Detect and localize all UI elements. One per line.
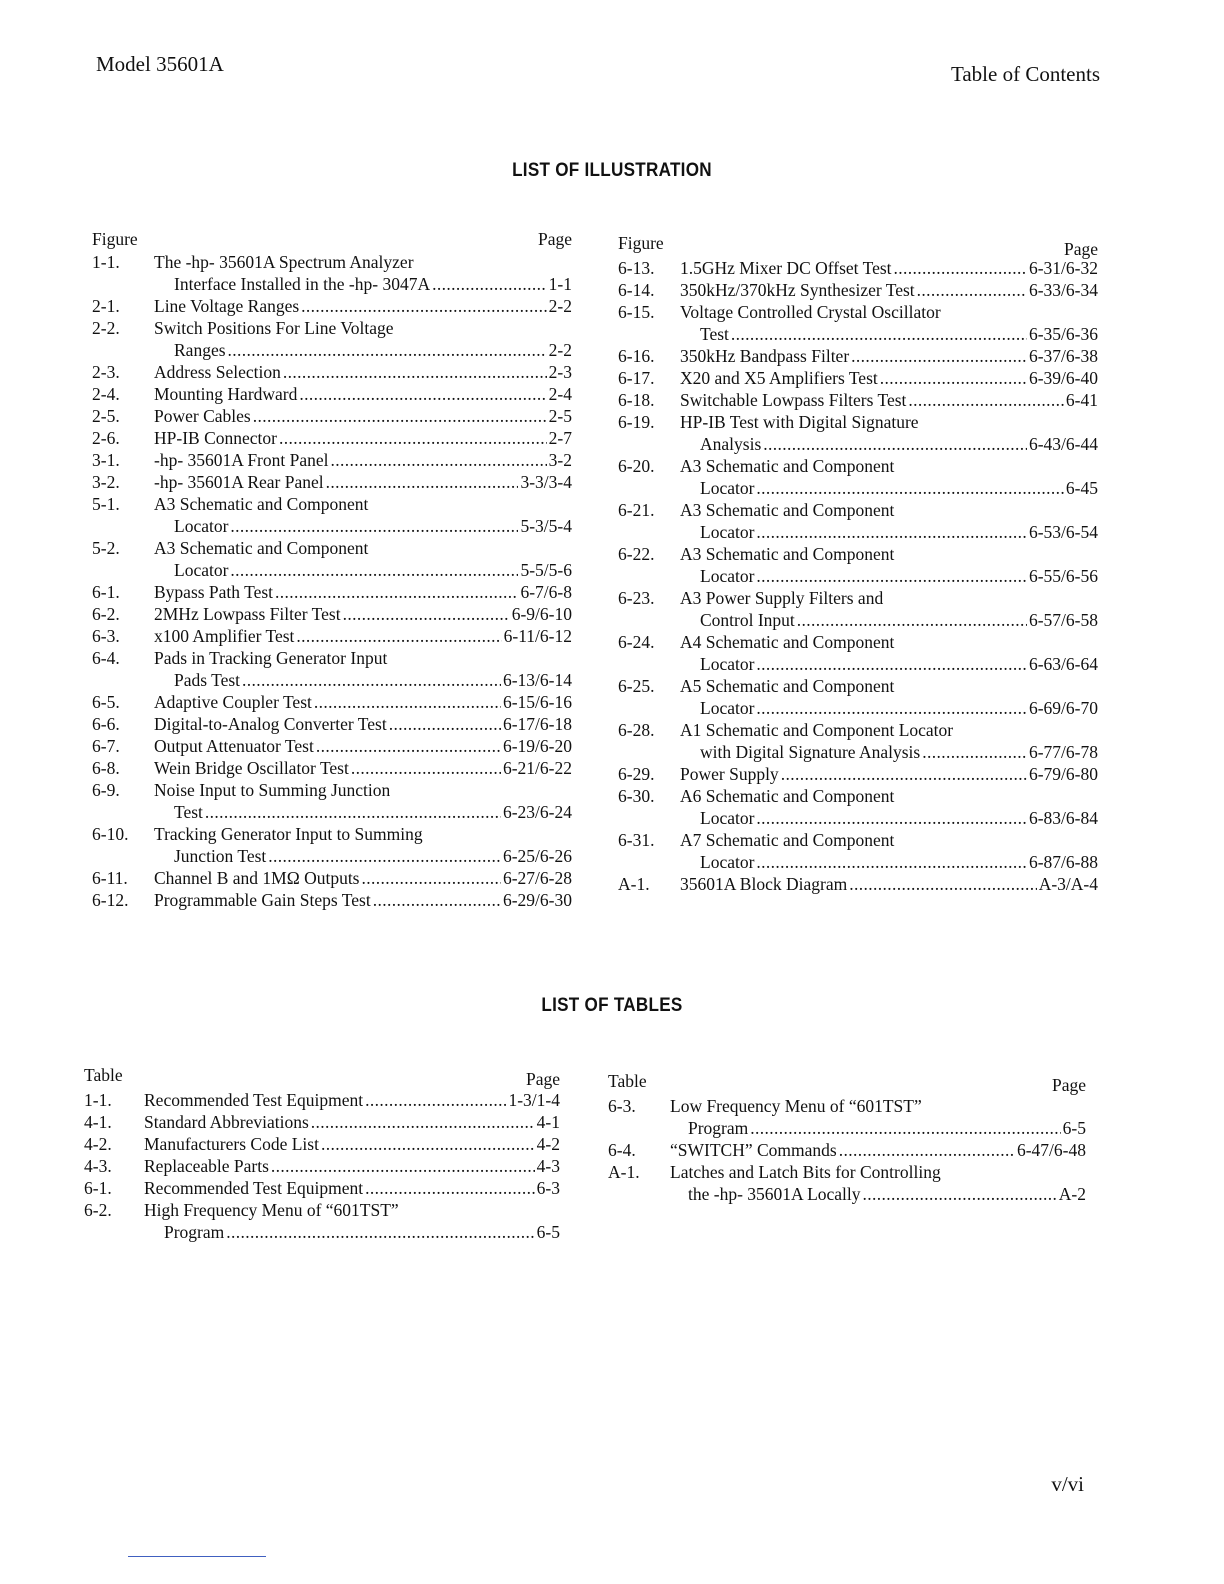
entry-title: A3 Schematic and Component — [154, 538, 369, 558]
entry-number: 6-28. — [618, 720, 655, 740]
entry-page: 5-3/5-4 — [520, 516, 572, 536]
dot-leader — [797, 609, 1027, 631]
entry-title: Junction Test — [174, 846, 267, 866]
dot-leader — [242, 669, 501, 691]
entry-number: 6-9. — [92, 780, 120, 800]
entry-page: 6-23/6-24 — [502, 802, 572, 822]
entry-number: 6-18. — [618, 390, 655, 410]
tables-title: LIST OF TABLES — [541, 995, 683, 1016]
toc-entry — [92, 537, 572, 581]
illustrations-right-column — [618, 232, 1098, 895]
toc-entry — [92, 625, 572, 647]
entry-page: 4-2 — [536, 1134, 560, 1154]
dot-leader — [314, 691, 501, 713]
dot-leader — [908, 389, 1064, 411]
entry-page: 5-5/5-6 — [520, 560, 572, 580]
entry-page: 2-5 — [548, 406, 572, 426]
entry-title: Digital-to-Analog Converter Test — [154, 714, 387, 734]
entry-number: 4-3. — [84, 1156, 112, 1176]
entry-title: Noise Input to Summing Junction — [154, 780, 391, 800]
toc-entry — [618, 543, 1098, 587]
entry-number: 5-2. — [92, 538, 120, 558]
entry-title: Replaceable Parts — [144, 1156, 269, 1176]
toc-entry — [92, 471, 572, 493]
toc-entry — [618, 455, 1098, 499]
entry-page: 6-41 — [1065, 390, 1098, 410]
entry-title: A3 Schematic and Component — [680, 500, 895, 520]
toc-entry — [618, 587, 1098, 631]
dot-leader — [894, 257, 1027, 279]
entry-title: Recommended Test Equipment — [144, 1090, 364, 1110]
table-label: Table — [84, 1065, 123, 1085]
entry-title: Locator — [700, 478, 755, 498]
entry-title: Manufacturers Code List — [144, 1134, 319, 1154]
entry-title: A4 Schematic and Component — [680, 632, 895, 652]
entry-number: 6-7. — [92, 736, 120, 756]
dot-leader — [275, 581, 518, 603]
column-header — [92, 228, 572, 250]
toc-entry — [92, 295, 572, 317]
dot-leader — [205, 801, 501, 823]
dot-leader — [763, 433, 1027, 455]
dot-leader — [283, 361, 547, 383]
dot-leader — [373, 889, 501, 911]
dot-leader — [750, 1117, 1060, 1139]
entry-title: Recommended Test Equipment — [144, 1178, 364, 1198]
entry-number: 2-5. — [92, 406, 120, 426]
entry-page: 6-39/6-40 — [1028, 368, 1098, 388]
dot-leader — [851, 345, 1027, 367]
toc-entry — [92, 493, 572, 537]
dot-leader — [230, 559, 518, 581]
dot-leader — [922, 741, 1027, 763]
toc-entry — [92, 405, 572, 427]
toc-entry — [92, 691, 572, 713]
dot-leader — [756, 851, 1027, 873]
toc-entry — [92, 757, 572, 779]
dot-leader — [226, 1221, 534, 1243]
entry-number: 6-19. — [618, 412, 655, 432]
toc-entry — [92, 427, 572, 449]
entry-title: Locator — [700, 566, 755, 586]
entry-page: 4-1 — [536, 1112, 560, 1132]
table-label: Table — [608, 1071, 647, 1091]
page-label: Page — [1051, 1075, 1086, 1095]
entry-page: 6-31/6-32 — [1028, 258, 1098, 278]
entry-page: 6-27/6-28 — [502, 868, 572, 888]
entry-page: 6-17/6-18 — [502, 714, 572, 734]
dot-leader — [301, 295, 547, 317]
entry-number: 4-1. — [84, 1112, 112, 1132]
entry-page: 6-79/6-80 — [1028, 764, 1098, 784]
dot-leader — [432, 273, 547, 295]
entry-title: X20 and X5 Amplifiers Test — [680, 368, 878, 388]
entry-page: 6-35/6-36 — [1028, 324, 1098, 344]
figure-label: Figure — [92, 229, 138, 249]
toc-entry — [92, 713, 572, 735]
entry-number: 2-1. — [92, 296, 120, 316]
toc-entry — [84, 1155, 560, 1177]
entry-title: Program — [688, 1118, 749, 1138]
entry-title: Test — [700, 324, 729, 344]
entry-title: Mounting Hardward — [154, 384, 298, 404]
entry-title: Locator — [700, 698, 755, 718]
toc-entry — [618, 301, 1098, 345]
toc-entry — [84, 1111, 560, 1133]
dot-leader — [756, 565, 1027, 587]
entry-number: A-1. — [608, 1162, 640, 1182]
entry-title: High Frequency Menu of “601TST” — [144, 1200, 399, 1220]
dot-leader — [756, 653, 1027, 675]
entry-number: 6-2. — [92, 604, 120, 624]
toc-entry — [92, 581, 572, 603]
entry-number: 6-15. — [618, 302, 655, 322]
entry-page: 6-37/6-38 — [1028, 346, 1098, 366]
entry-number: 6-25. — [618, 676, 655, 696]
entry-title: Address Selection — [154, 362, 281, 382]
entry-number: 1-1. — [84, 1090, 112, 1110]
entry-title: Ranges — [174, 340, 226, 360]
entry-number: 6-11. — [92, 868, 128, 888]
entry-title: Output Attenuator Test — [154, 736, 314, 756]
entry-number: 6-29. — [618, 764, 655, 784]
dot-leader — [299, 383, 546, 405]
toc-entry — [618, 345, 1098, 367]
entry-page: 6-19/6-20 — [502, 736, 572, 756]
entry-number: 6-3. — [608, 1096, 636, 1116]
entry-page: 2-7 — [548, 428, 572, 448]
entry-page: 2-2 — [548, 340, 572, 360]
entry-number: 6-16. — [618, 346, 655, 366]
entry-title: Line Voltage Ranges — [154, 296, 300, 316]
entry-number: 6-31. — [618, 830, 655, 850]
entry-title: Latches and Latch Bits for Controlling — [670, 1162, 941, 1182]
entry-number: 6-6. — [92, 714, 120, 734]
entry-title: Switch Positions For Line Voltage — [154, 318, 394, 338]
entry-page: 2-3 — [548, 362, 572, 382]
entry-number: 5-1. — [92, 494, 120, 514]
entry-page: 4-3 — [536, 1156, 560, 1176]
entry-page: 3-3/3-4 — [520, 472, 572, 492]
entry-page: 6-83/6-84 — [1028, 808, 1098, 828]
entry-number: 6-4. — [608, 1140, 636, 1160]
entry-title: A3 Schematic and Component — [680, 544, 895, 564]
entry-title: A3 Schematic and Component — [680, 456, 895, 476]
toc-entry — [618, 367, 1098, 389]
entry-page: 6-25/6-26 — [502, 846, 572, 866]
entry-number: 6-4. — [92, 648, 120, 668]
entry-title: 35601A Block Diagram — [680, 874, 848, 894]
dot-leader — [311, 1111, 535, 1133]
entry-title: Programmable Gain Steps Test — [154, 890, 371, 910]
entry-number: 3-2. — [92, 472, 120, 492]
toc-entry — [84, 1177, 560, 1199]
entry-title: Pads in Tracking Generator Input — [154, 648, 388, 668]
dot-leader — [917, 279, 1027, 301]
entry-title: Control Input — [700, 610, 795, 630]
dot-leader — [849, 873, 1037, 895]
entry-title: A6 Schematic and Component — [680, 786, 895, 806]
entry-title: Voltage Controlled Crystal Oscillator — [680, 302, 941, 322]
entry-title: Bypass Path Test — [154, 582, 274, 602]
dot-leader — [839, 1139, 1015, 1161]
entry-page: 1-3/1-4 — [508, 1090, 560, 1110]
entry-page: 6-21/6-22 — [502, 758, 572, 778]
toc-entry — [618, 829, 1098, 873]
entry-page: 6-13/6-14 — [502, 670, 572, 690]
entry-page: 6-5 — [1062, 1118, 1086, 1138]
entry-title: A3 Schematic and Component — [154, 494, 369, 514]
dot-leader — [279, 427, 547, 449]
entry-number: 6-12. — [92, 890, 129, 910]
page-label: Page — [1063, 239, 1098, 259]
toc-entry — [618, 763, 1098, 785]
toc-entry — [618, 257, 1098, 279]
entry-number: 4-2. — [84, 1134, 112, 1154]
dot-leader — [351, 757, 501, 779]
entry-page: 6-43/6-44 — [1028, 434, 1098, 454]
dot-leader — [228, 339, 547, 361]
toc-entry — [92, 603, 572, 625]
entry-title: Locator — [700, 654, 755, 674]
entry-title: A1 Schematic and Component Locator — [680, 720, 954, 740]
entry-page: 6-55/6-56 — [1028, 566, 1098, 586]
entry-title: Program — [164, 1222, 225, 1242]
toc-entry — [92, 867, 572, 889]
entry-title: A5 Schematic and Component — [680, 676, 895, 696]
entry-title: Power Cables — [154, 406, 251, 426]
entry-number: 6-21. — [618, 500, 655, 520]
entry-page: A-3/A-4 — [1038, 874, 1098, 894]
dot-leader — [756, 807, 1027, 829]
entry-title: 1.5GHz Mixer DC Offset Test — [680, 258, 892, 278]
entry-page: 6-63/6-64 — [1028, 654, 1098, 674]
entry-title: Locator — [700, 852, 755, 872]
dot-leader — [365, 1089, 506, 1111]
toc-entry — [92, 889, 572, 911]
entry-number: 2-3. — [92, 362, 120, 382]
entry-title: Standard Abbreviations — [144, 1112, 309, 1132]
entry-title: Channel B and 1MΩ Outputs — [154, 868, 360, 888]
toc-entry — [618, 873, 1098, 895]
toc-entry — [92, 361, 572, 383]
dot-leader — [756, 477, 1064, 499]
toc-entry — [92, 647, 572, 691]
entry-number: 6-14. — [618, 280, 655, 300]
toc-entry — [608, 1095, 1086, 1139]
page-label: Page — [525, 1069, 560, 1089]
entry-number: 2-4. — [92, 384, 120, 404]
entry-number: 6-10. — [92, 824, 129, 844]
section-header: Table of Contents — [951, 62, 1100, 86]
entry-number: 6-23. — [618, 588, 655, 608]
entry-title: Locator — [700, 522, 755, 542]
entry-page: 6-9/6-10 — [511, 604, 572, 624]
entry-page: 6-15/6-16 — [502, 692, 572, 712]
entry-title: Wein Bridge Oscillator Test — [154, 758, 349, 778]
entry-page: 6-57/6-58 — [1028, 610, 1098, 630]
dot-leader — [731, 323, 1027, 345]
dot-leader — [756, 521, 1027, 543]
dot-leader — [863, 1183, 1057, 1205]
entry-title: x100 Amplifier Test — [154, 626, 295, 646]
entry-number: 6-8. — [92, 758, 120, 778]
entry-page: 6-87/6-88 — [1028, 852, 1098, 872]
entry-number: 6-5. — [92, 692, 120, 712]
entry-page: 3-2 — [548, 450, 572, 470]
toc-entry — [92, 823, 572, 867]
entry-page: 6-33/6-34 — [1028, 280, 1098, 300]
toc-entry — [84, 1089, 560, 1111]
entry-page: 6-77/6-78 — [1028, 742, 1098, 762]
entry-title: Tracking Generator Input to Summing — [154, 824, 423, 844]
page-number: v/vi — [1051, 1472, 1084, 1496]
toc-entry — [84, 1199, 560, 1243]
entry-number: 2-6. — [92, 428, 120, 448]
toc-entry — [92, 449, 572, 471]
dot-leader — [230, 515, 518, 537]
model-header: Model 35601A — [96, 52, 224, 76]
toc-entry — [84, 1133, 560, 1155]
entry-title: Adaptive Coupler Test — [154, 692, 312, 712]
toc-entry — [618, 785, 1098, 829]
entry-title: The -hp- 35601A Spectrum Analyzer — [154, 252, 414, 272]
dot-leader — [271, 1155, 535, 1177]
toc-entry — [618, 719, 1098, 763]
entry-page: 1-1 — [548, 274, 572, 294]
entry-page: 6-3 — [536, 1178, 560, 1198]
entry-title: Locator — [700, 808, 755, 828]
entry-page: 6-47/6-48 — [1016, 1140, 1086, 1160]
entry-number: 1-1. — [92, 252, 120, 272]
entry-title: Locator — [174, 560, 229, 580]
tables-left-column — [84, 1064, 560, 1243]
entry-title: with Digital Signature Analysis — [700, 742, 921, 762]
column-header — [84, 1064, 560, 1088]
toc-entry — [618, 675, 1098, 719]
entry-number: 6-20. — [618, 456, 655, 476]
illustrations-title: LIST OF ILLUSTRATION — [512, 160, 712, 181]
entry-number: 6-30. — [618, 786, 655, 806]
entry-title: Power Supply — [680, 764, 779, 784]
entry-title: Low Frequency Menu of “601TST” — [670, 1096, 922, 1116]
toc-entry — [608, 1161, 1086, 1205]
toc-entry — [92, 251, 572, 295]
dot-leader — [253, 405, 547, 427]
entry-title: 350kHz Bandpass Filter — [680, 346, 850, 366]
dot-leader — [343, 603, 510, 625]
entry-title: A3 Power Supply Filters and — [680, 588, 884, 608]
entry-title: Pads Test — [174, 670, 241, 690]
entry-title: the -hp- 35601A Locally — [688, 1184, 861, 1204]
dot-leader — [781, 763, 1027, 785]
dot-leader — [362, 867, 501, 889]
toc-entry — [618, 631, 1098, 675]
dot-leader — [321, 1133, 535, 1155]
entry-title: Analysis — [700, 434, 762, 454]
column-header — [618, 232, 1098, 259]
entry-title: A7 Schematic and Component — [680, 830, 895, 850]
entry-page: 2-2 — [548, 296, 572, 316]
entry-number: 6-22. — [618, 544, 655, 564]
entry-title: -hp- 35601A Front Panel — [154, 450, 329, 470]
entry-title: Locator — [174, 516, 229, 536]
entry-number: A-1. — [618, 874, 650, 894]
entry-number: 6-3. — [92, 626, 120, 646]
entry-page: 6-11/6-12 — [503, 626, 572, 646]
dot-leader — [326, 471, 519, 493]
entry-title: 350kHz/370kHz Synthesizer Test — [680, 280, 915, 300]
toc-entry — [618, 389, 1098, 411]
entry-page: A-2 — [1058, 1184, 1086, 1204]
entry-title: HP-IB Test with Digital Signature — [680, 412, 919, 432]
tables-right-column — [608, 1070, 1086, 1205]
entry-page: 2-4 — [548, 384, 572, 404]
entry-page: 6-53/6-54 — [1028, 522, 1098, 542]
entry-title: HP-IB Connector — [154, 428, 277, 448]
illustrations-left-column — [92, 228, 572, 911]
entry-number: 6-24. — [618, 632, 655, 652]
entry-number: 3-1. — [92, 450, 120, 470]
entry-number: 6-2. — [84, 1200, 112, 1220]
entry-number: 6-1. — [84, 1178, 112, 1198]
dot-leader — [365, 1177, 535, 1199]
entry-page: 6-5 — [536, 1222, 560, 1242]
entry-title: “SWITCH” Commands — [670, 1140, 837, 1160]
dot-leader — [268, 845, 501, 867]
toc-entry — [92, 317, 572, 361]
toc-entry — [618, 279, 1098, 301]
dot-leader — [880, 367, 1027, 389]
page-label: Page — [537, 229, 572, 249]
dot-leader — [389, 713, 501, 735]
toc-entry — [618, 499, 1098, 543]
entry-page: 6-7/6-8 — [520, 582, 572, 602]
dot-leader — [316, 735, 501, 757]
dot-leader — [756, 697, 1027, 719]
toc-entry — [92, 735, 572, 757]
entry-number: 6-13. — [618, 258, 655, 278]
entry-title: Switchable Lowpass Filters Test — [680, 390, 907, 410]
figure-label: Figure — [618, 233, 664, 253]
entry-number: 6-17. — [618, 368, 655, 388]
toc-entry — [608, 1139, 1086, 1161]
entry-title: Test — [174, 802, 203, 822]
entry-number: 6-1. — [92, 582, 120, 602]
dot-leader — [331, 449, 547, 471]
entry-page: 6-29/6-30 — [502, 890, 572, 910]
toc-entry — [618, 411, 1098, 455]
toc-entry — [92, 779, 572, 823]
entry-page: 6-69/6-70 — [1028, 698, 1098, 718]
entry-title: 2MHz Lowpass Filter Test — [154, 604, 341, 624]
entry-page: 6-45 — [1065, 478, 1098, 498]
entry-title: -hp- 35601A Rear Panel — [154, 472, 324, 492]
toc-entry — [92, 383, 572, 405]
dot-leader — [296, 625, 501, 647]
footer-rule — [128, 1556, 266, 1557]
entry-title: Interface Installed in the -hp- 3047A — [174, 274, 431, 294]
entry-number: 2-2. — [92, 318, 120, 338]
column-header — [608, 1070, 1086, 1094]
